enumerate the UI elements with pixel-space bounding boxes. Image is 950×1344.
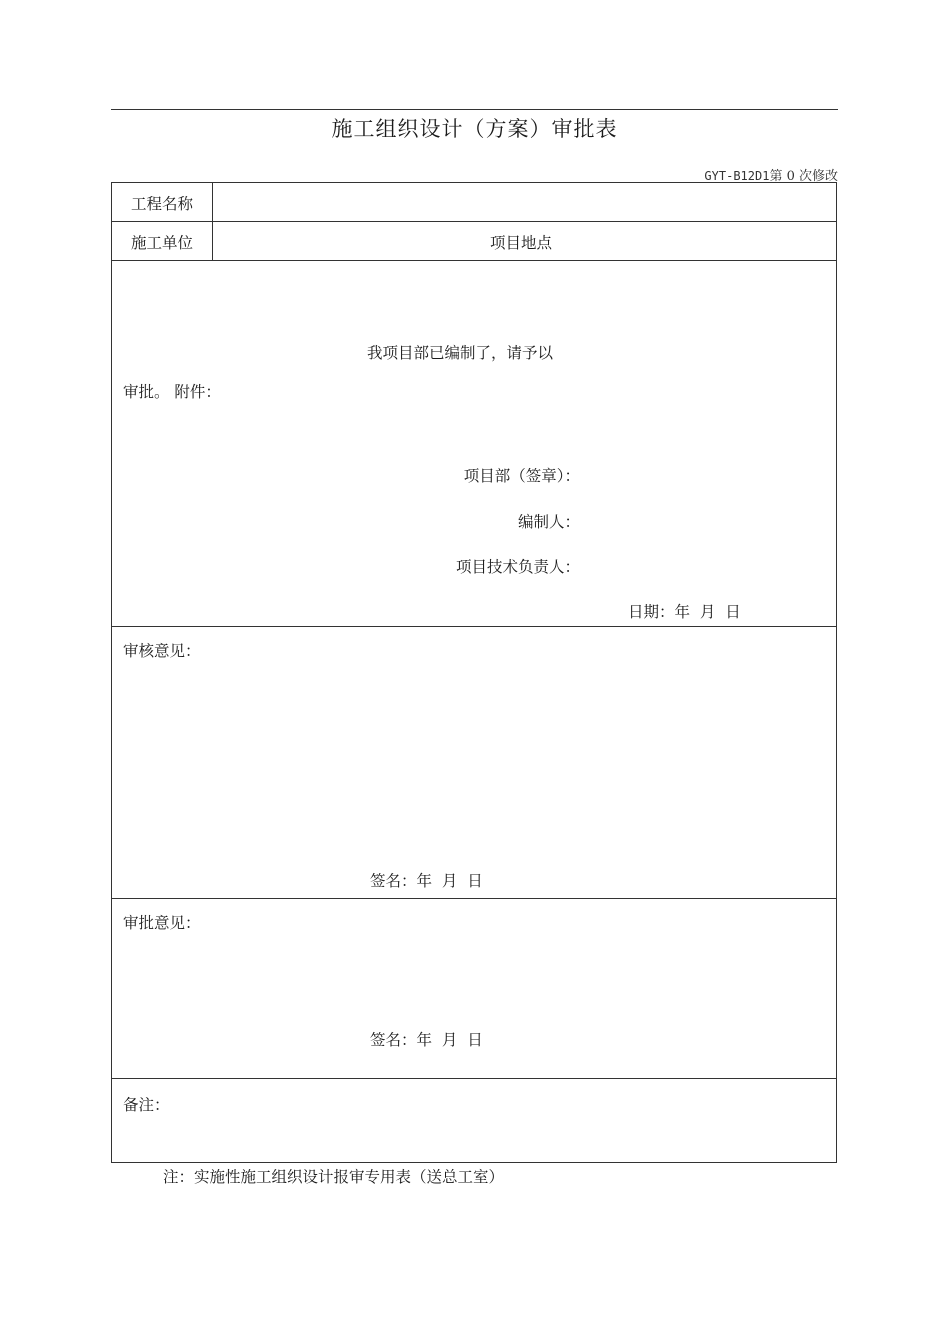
dept-seal-label: 项目部（签章）： — [463, 467, 580, 485]
row-divider — [112, 260, 836, 261]
approval-signature-label: 签名：年 月 日 — [370, 1031, 483, 1049]
review-opinion-label: 审核意见： — [123, 642, 201, 660]
row-divider — [112, 898, 836, 899]
review-signature-label: 签名：年 月 日 — [370, 872, 483, 890]
tech-lead-label: 项目技术负责人： — [455, 558, 580, 576]
row-divider — [112, 221, 836, 222]
approval-opinion-label: 审批意见： — [123, 914, 201, 932]
remarks-label: 备注： — [123, 1096, 170, 1114]
row-divider — [112, 1078, 836, 1079]
page-title: 施工组织设计（方案）审批表 — [331, 117, 618, 141]
column-divider — [212, 183, 213, 260]
project-name-label: 工程名称 — [130, 195, 193, 213]
application-text-line2: 审批。 附件： — [123, 383, 221, 401]
form-code-number: GYT-B12D1 — [704, 169, 770, 183]
construction-unit-label: 施工单位 — [130, 234, 193, 252]
application-text-line1: 我项目部已编制了，请予以 — [367, 344, 554, 362]
compiler-label: 编制人： — [517, 513, 580, 531]
top-rule — [111, 109, 838, 110]
project-location-label: 项目地点 — [490, 234, 553, 252]
approval-form-table — [111, 182, 837, 1163]
row-divider — [112, 626, 836, 627]
form-code-revision: 第 0 次修改 — [769, 169, 838, 184]
footnote: 注：实施性施工组织设计报审专用表（送总工室） — [163, 1168, 505, 1186]
application-date-label: 日期：年 月 日 — [628, 603, 741, 621]
